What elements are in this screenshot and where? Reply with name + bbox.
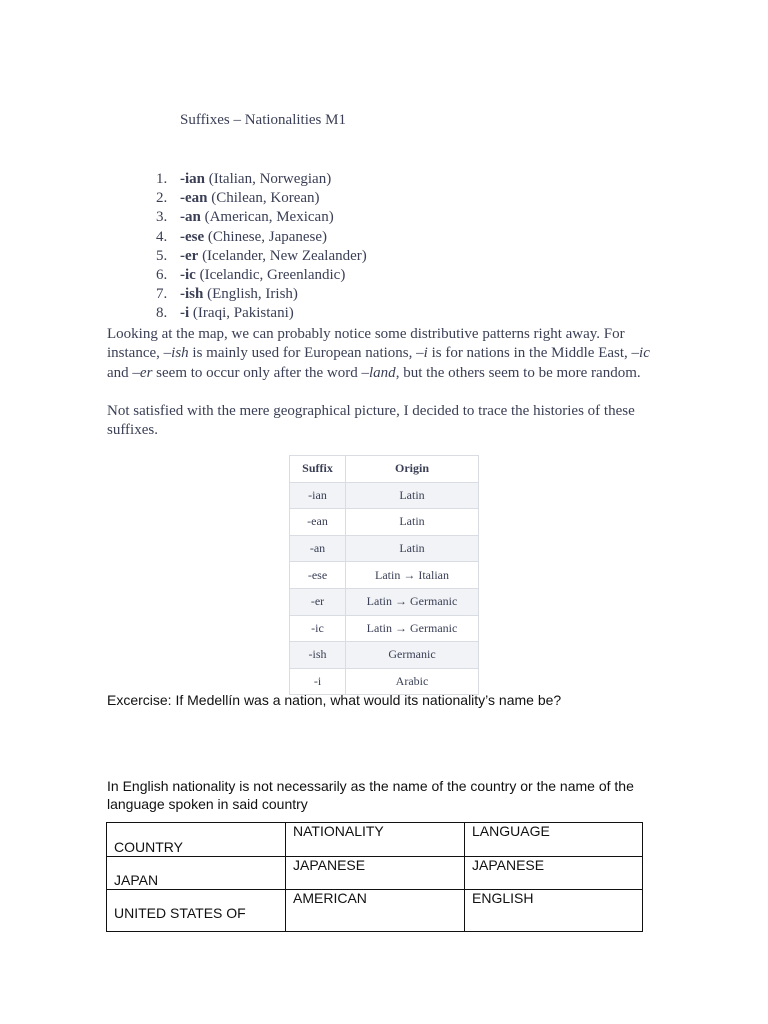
column-header-origin: Origin: [346, 456, 479, 483]
table-header-row: [290, 456, 479, 483]
origin-cell: Latin: [346, 482, 479, 509]
list-number: 4.: [156, 228, 168, 245]
cell-text: LANGUAGE: [472, 823, 550, 839]
list-item: [156, 285, 367, 304]
table-row: [290, 482, 479, 509]
suffix-cell: -ian: [290, 482, 346, 509]
list-number: 8.: [156, 305, 168, 322]
suffix-term: -ish: [180, 286, 204, 303]
suffix-term: -er: [180, 247, 199, 264]
table-row: [107, 857, 643, 890]
nationality-cell: [286, 890, 465, 932]
cell-text: AMERICAN: [293, 890, 367, 906]
suffix-examples: (American, Mexican): [204, 209, 334, 226]
italic-term: –i: [416, 345, 428, 362]
cell-text: COUNTRY: [114, 839, 183, 855]
origin-cell: Latin: [346, 509, 479, 536]
cell-text: ENGLISH: [472, 890, 534, 906]
list-number: 2.: [156, 190, 168, 207]
origin-cell: Latin: [346, 535, 479, 562]
country-cell: [107, 823, 286, 857]
suffix-cell: -er: [290, 588, 346, 615]
language-cell: [465, 857, 643, 890]
list-item: [156, 189, 367, 208]
suffix-examples: (Icelander, New Zealander): [202, 247, 367, 264]
italic-term: –er: [132, 364, 153, 381]
text-run: is mainly used for European nations,: [188, 345, 417, 362]
exercise-question: Excercise: If Medellín was a nation, what would its nationality’s name be?: [107, 692, 562, 708]
nationality-table: [106, 822, 643, 932]
table-row: [290, 562, 479, 589]
suffix-list: [156, 170, 367, 324]
column-header-suffix: Suffix: [290, 456, 346, 483]
origin-cell: Latin → Italian: [346, 562, 479, 589]
list-item: [156, 170, 367, 189]
text-run: is for nations in the Middle East,: [427, 345, 632, 362]
list-number: 7.: [156, 286, 168, 303]
list-item: [156, 208, 367, 227]
italic-term: –ic: [631, 345, 650, 362]
suffix-term: -ian: [180, 171, 206, 187]
suffix-term: -ic: [180, 266, 196, 283]
cell-text: NATIONALITY: [293, 823, 384, 839]
origin-cell: Arabic: [346, 668, 479, 695]
suffix-term: -ese: [180, 228, 205, 245]
table-row: [290, 509, 479, 536]
country-cell: [107, 890, 286, 932]
document-title: Suffixes – Nationalities M1: [180, 112, 346, 128]
table-row: [107, 823, 643, 857]
origin-cell: Latin → Germanic: [346, 588, 479, 615]
suffix-examples: (English, Irish): [207, 286, 298, 303]
suffix-examples: (Chinese, Japanese): [207, 228, 328, 245]
list-item: [156, 304, 367, 323]
history-paragraph: Not satisfied with the mere geographical picture, I decided to trace the histories of these suffixes.: [107, 403, 635, 439]
map-observation-paragraph: [107, 325, 652, 383]
italic-term: –ish: [163, 345, 189, 362]
suffix-cell: -ish: [290, 642, 346, 669]
cell-text: JAPANESE: [293, 857, 366, 873]
table-row: [107, 890, 643, 932]
table-row: [290, 642, 479, 669]
list-item: [156, 247, 367, 266]
suffix-cell: -i: [290, 668, 346, 695]
language-cell: [465, 823, 643, 857]
origin-cell: Germanic: [346, 642, 479, 669]
cell-text: UNITED STATES OF: [114, 905, 246, 921]
suffix-cell: -ic: [290, 615, 346, 642]
table-row: [290, 535, 479, 562]
language-cell: [465, 890, 643, 932]
suffix-cell: -an: [290, 535, 346, 562]
table-row: [290, 588, 479, 615]
list-number: 6.: [156, 266, 168, 283]
list-number: 3.: [156, 209, 168, 226]
list-item: [156, 228, 367, 247]
suffix-examples: (Italian, Norwegian): [208, 171, 332, 187]
suffix-examples: (Chilean, Korean): [211, 190, 320, 207]
list-item: [156, 266, 367, 285]
suffix-term: -ean: [180, 190, 208, 207]
list-number: 1.: [156, 171, 168, 187]
suffix-term: -an: [180, 209, 201, 226]
suffix-examples: (Icelandic, Greenlandic): [199, 266, 346, 283]
cell-text: JAPAN: [114, 872, 159, 888]
italic-term: –land: [361, 364, 396, 381]
text-run: and: [107, 364, 133, 381]
list-number: 5.: [156, 247, 168, 264]
nationality-note: In English nationality is not necessarily as the name of the country or the name of the language spoken in said country: [107, 778, 634, 812]
text-run: seem to occur only after the word: [152, 364, 362, 381]
nationality-cell: [286, 857, 465, 890]
origin-cell: Latin → Germanic: [346, 615, 479, 642]
country-cell: [107, 857, 286, 890]
suffix-origin-table: [289, 455, 479, 695]
table-row: [290, 668, 479, 695]
suffix-cell: -ean: [290, 509, 346, 536]
nationality-cell: [286, 823, 465, 857]
suffix-cell: -ese: [290, 562, 346, 589]
suffix-examples: (Iraqi, Pakistani): [192, 305, 294, 322]
suffix-term: -i: [180, 305, 190, 322]
text-run: , but the others seem to be more random.: [395, 364, 641, 381]
table-row: [290, 615, 479, 642]
text-run: Looking at the map, we can probably notice some distributive patterns right away. For instance,: [107, 326, 625, 362]
cell-text: JAPANESE: [472, 857, 545, 873]
